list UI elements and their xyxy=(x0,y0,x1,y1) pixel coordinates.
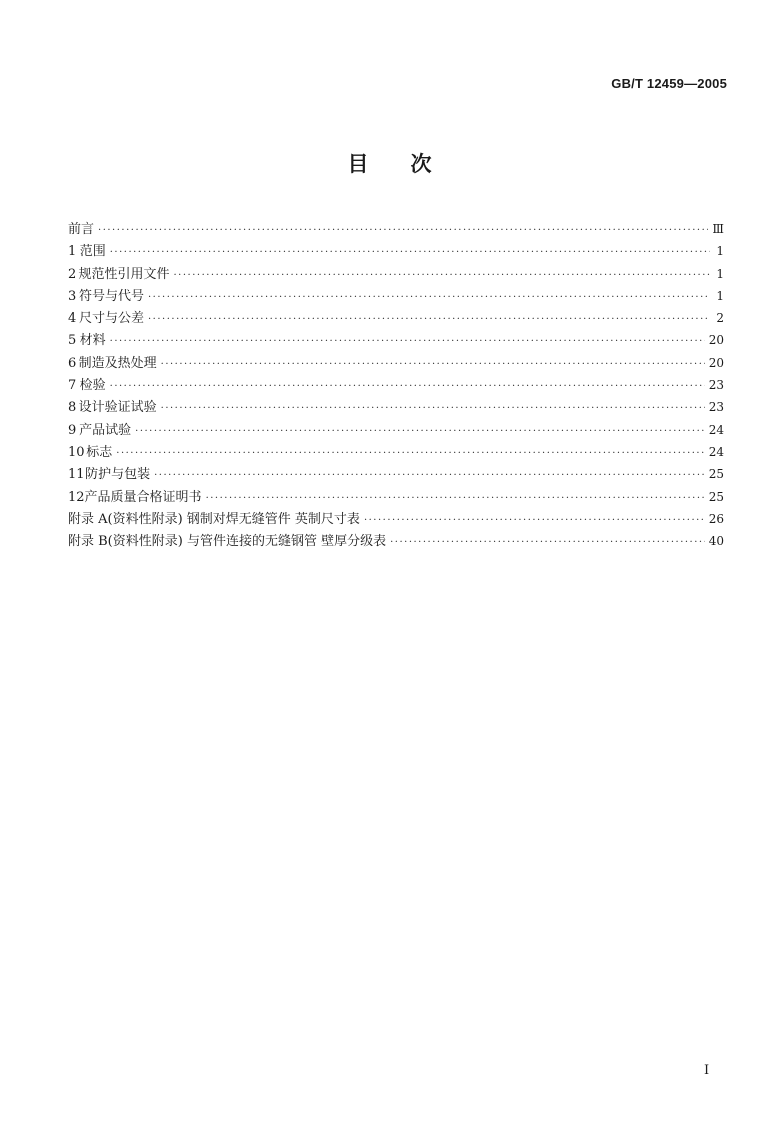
toc-entry-number: 8 xyxy=(68,400,77,416)
toc-leader-dots xyxy=(135,426,705,437)
toc-entry-number: 1 xyxy=(68,244,77,260)
toc-entry-12[interactable] xyxy=(68,486,724,508)
toc-leader-dots xyxy=(174,270,711,281)
toc-entry-7[interactable] xyxy=(68,374,724,396)
toc-entry-5[interactable] xyxy=(68,329,724,351)
toc-entry-label: 符号与代号 xyxy=(78,288,144,304)
toc-entry-number: 4 xyxy=(68,311,77,327)
toc-entry-label: 附录 A(资料性附录) 钢制对焊无缝管件 英制尺寸表 xyxy=(68,511,360,527)
toc-entry-number: 6 xyxy=(68,355,77,371)
toc-leader-dots xyxy=(110,381,705,392)
toc-entry-9[interactable] xyxy=(68,419,724,441)
toc-entry-label: 范围 xyxy=(79,244,106,260)
toc-entry-page: 26 xyxy=(708,511,724,526)
toc-entry-label: 材料 xyxy=(79,333,106,349)
toc-leader-dots xyxy=(364,515,705,526)
page-title: 目次 xyxy=(347,151,474,176)
toc-entry-number: 11 xyxy=(68,467,85,483)
toc-leader-dots xyxy=(148,292,710,303)
toc-entry-number: 3 xyxy=(68,288,77,304)
toc-entry-number: 9 xyxy=(68,422,77,438)
toc-list xyxy=(68,218,724,552)
toc-entry-page: 23 xyxy=(708,378,724,393)
toc-entry-11[interactable] xyxy=(68,463,724,485)
toc-leader-dots xyxy=(161,403,705,414)
toc-entry-foreword[interactable] xyxy=(68,218,724,240)
toc-leader-dots xyxy=(98,225,708,236)
toc-entry-2[interactable] xyxy=(68,263,724,285)
toc-entry-page: 1 xyxy=(716,244,724,259)
toc-entry-number: 7 xyxy=(68,378,77,394)
toc-leader-dots xyxy=(148,314,710,325)
toc-entry-number: 10 xyxy=(68,444,85,460)
toc-entry-page: 2 xyxy=(716,311,724,326)
toc-leader-dots xyxy=(110,336,705,347)
toc-leader-dots xyxy=(390,537,705,548)
toc-entry-8[interactable] xyxy=(68,396,724,418)
toc-entry-label: 制造及热处理 xyxy=(78,355,157,371)
toc-entry-number: 12 xyxy=(68,489,85,505)
toc-entry-label: 设计验证试验 xyxy=(78,400,157,416)
toc-entry-annex-a[interactable] xyxy=(68,508,724,530)
toc-entry-1[interactable] xyxy=(68,240,724,262)
toc-entry-label: 规范性引用文件 xyxy=(78,266,170,282)
toc-entry-page: 24 xyxy=(708,444,724,459)
toc-entry-page: 24 xyxy=(708,422,724,437)
toc-entry-page: 23 xyxy=(708,400,724,415)
toc-entry-page: 25 xyxy=(708,489,724,504)
toc-entry-page: 1 xyxy=(716,266,724,281)
page-number: I xyxy=(704,1063,710,1078)
toc-leader-dots xyxy=(116,448,704,459)
toc-leader-dots xyxy=(161,359,705,370)
toc-entry-label: 尺寸与公差 xyxy=(78,311,144,327)
toc-entry-number: 2 xyxy=(68,266,77,282)
toc-entry-10[interactable] xyxy=(68,441,724,463)
toc-entry-page: 20 xyxy=(708,355,724,370)
toc-leader-dots xyxy=(110,247,710,258)
toc-entry-page: Ⅲ xyxy=(712,222,724,236)
toc-entry-number: 5 xyxy=(68,333,77,349)
toc-entry-6[interactable] xyxy=(68,352,724,374)
toc-entry-3[interactable] xyxy=(68,285,724,307)
toc-entry-page: 1 xyxy=(716,288,724,303)
toc-leader-dots xyxy=(206,493,705,504)
standard-code: GB/T 12459—2005 xyxy=(611,76,727,91)
toc-entry-label: 产品质量合格证明书 xyxy=(84,489,202,505)
toc-entry-label: 产品试验 xyxy=(79,422,132,438)
toc-entry-label: 防护与包装 xyxy=(85,467,151,483)
toc-entry-page: 25 xyxy=(708,467,724,482)
toc-entry-4[interactable] xyxy=(68,307,724,329)
toc-entry-label: 检验 xyxy=(79,378,106,394)
toc-leader-dots xyxy=(154,470,705,481)
toc-entry-label: 前言 xyxy=(68,222,95,237)
toc-entry-label: 标志 xyxy=(86,444,113,460)
toc-entry-label: 附录 B(资料性附录) 与管件连接的无缝钢管 壁厚分级表 xyxy=(68,534,387,550)
toc-entry-page: 40 xyxy=(708,534,724,549)
toc-entry-annex-b[interactable] xyxy=(68,530,724,552)
toc-entry-page: 20 xyxy=(708,333,724,348)
